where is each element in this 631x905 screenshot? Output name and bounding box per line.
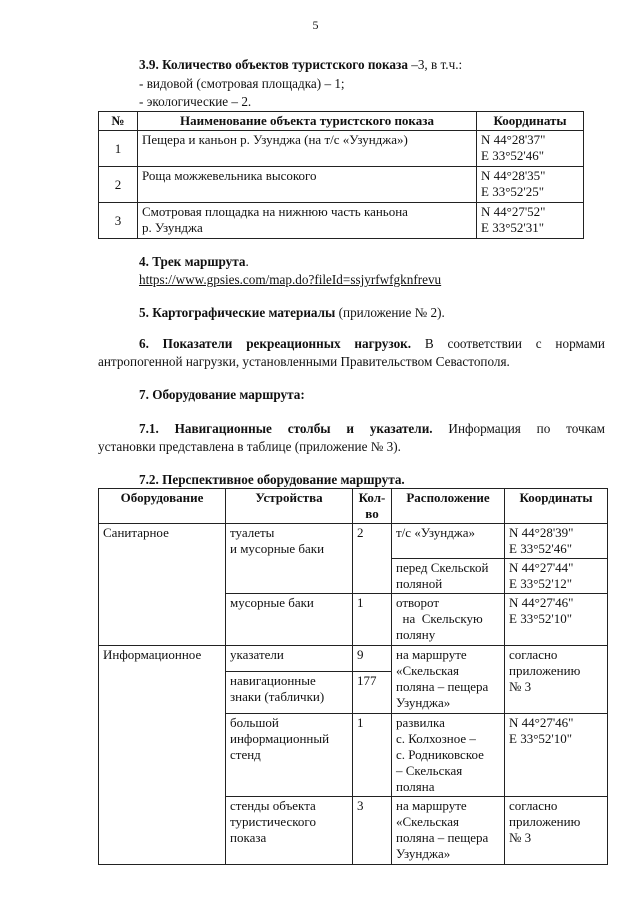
section-4-dot: . xyxy=(245,254,249,269)
equipment-table xyxy=(98,488,608,865)
section-3-9-title: 3.9. Количество объектов туристского показа xyxy=(139,57,408,72)
group-info: Информационное xyxy=(99,646,226,865)
section-6-line2: антропогенной нагрузки, установленными Правительством Севастополя. xyxy=(98,354,510,369)
equip-col-equipment: Оборудование xyxy=(99,489,226,524)
track-url-link[interactable]: https://www.gpsies.com/map.do?fileId=ssjyrfwfgknfrevu xyxy=(139,272,442,287)
coords-cell: согласно приложению № 3 xyxy=(505,646,608,714)
object-name-line2: р. Узунджа xyxy=(142,220,203,235)
coords-cell: N 44°27'46" E 33°52'10" xyxy=(505,714,608,797)
objects-col-coords: Координаты xyxy=(477,112,584,131)
device-cell: стенды объекта туристического показа xyxy=(226,797,353,865)
section-7-title: 7. Оборудование маршрута: xyxy=(139,387,305,402)
table-row xyxy=(99,524,608,559)
object-name: Пещера и каньон р. Узунджа (на т/с «Узунджа») xyxy=(138,131,477,167)
latitude: N 44°28'37" xyxy=(481,132,546,147)
longitude: E 33°52'46" xyxy=(481,148,545,163)
table-row xyxy=(99,646,608,672)
section-5-rest: (приложение № 2). xyxy=(335,305,445,320)
section-6-title: 6. Показатели рекреационных нагрузок. xyxy=(139,336,412,351)
device-cell: большой информационный стенд xyxy=(226,714,353,797)
location-cell: развилка с. Колхозное – с. Родниковское – Скельская поляна xyxy=(392,714,505,797)
longitude: E 33°52'25" xyxy=(481,184,545,199)
table-row xyxy=(99,203,584,239)
row-number: 3 xyxy=(99,203,138,239)
section-3-9-line2: - экологические – 2. xyxy=(139,94,252,109)
section-6-line1 xyxy=(139,336,605,352)
location-cell: на маршруте «Скельская поляна – пещера Узунджа» xyxy=(392,646,505,714)
location-cell: перед Скельской поляной xyxy=(392,559,505,594)
section-3-9-title-rest: –3, в т.ч.: xyxy=(407,57,463,72)
objects-col-number: № xyxy=(99,112,138,131)
qty-cell: 1 xyxy=(353,594,392,646)
section-7-1-rest: Информация по точкам xyxy=(432,421,605,436)
object-coords xyxy=(477,203,584,239)
section-3-9-line1: - видовой (смотровая площадка) – 1; xyxy=(139,76,345,91)
section-7-1-line1 xyxy=(139,421,605,437)
section-7-1-line2: установки представлена в таблице (приложение № 3). xyxy=(98,439,401,454)
section-6-rest: В соответствии с нормами xyxy=(411,336,605,351)
page-number: 5 xyxy=(312,18,319,32)
objects-table-header-row xyxy=(99,112,584,131)
qty-cell: 1 xyxy=(353,714,392,797)
table-row xyxy=(99,131,584,167)
table-row xyxy=(99,167,584,203)
latitude: N 44°27'52" xyxy=(481,204,546,219)
longitude: E 33°52'31" xyxy=(481,220,545,235)
device-cell: указатели xyxy=(226,646,353,672)
section-4-url-line xyxy=(139,272,441,288)
section-7-1-title: 7.1. Навигационные столбы и указатели. xyxy=(139,421,433,436)
coords-cell: согласно приложению № 3 xyxy=(505,797,608,865)
equip-col-devices: Устройства xyxy=(226,489,353,524)
qty-cell: 2 xyxy=(353,524,392,594)
row-number: 1 xyxy=(99,131,138,167)
group-sanitary: Санитарное xyxy=(99,524,226,646)
equipment-table-header-row xyxy=(99,489,608,524)
equip-col-qty: Кол-во xyxy=(353,489,392,524)
objects-col-name: Наименование объекта туристского показа xyxy=(138,112,477,131)
row-number: 2 xyxy=(99,167,138,203)
objects-table xyxy=(98,111,584,239)
section-3-9-heading xyxy=(139,57,462,73)
qty-cell: 177 xyxy=(353,672,392,714)
coords-cell: N 44°28'39" E 33°52'46" xyxy=(505,524,608,559)
device-cell: туалеты и мусорные баки xyxy=(226,524,353,594)
section-5-line xyxy=(139,305,445,321)
section-7-2-title: 7.2. Перспективное оборудование маршрута. xyxy=(139,472,405,487)
object-coords xyxy=(477,131,584,167)
latitude: N 44°28'35" xyxy=(481,168,546,183)
section-5-title: 5. Картографические материалы xyxy=(139,305,336,320)
section-4-heading xyxy=(139,254,249,270)
equip-col-coords: Координаты xyxy=(505,489,608,524)
object-name: Роща можжевельника высокого xyxy=(138,167,477,203)
coords-cell: N 44°27'46" E 33°52'10" xyxy=(505,594,608,646)
qty-cell: 9 xyxy=(353,646,392,672)
location-cell: отворот на Скельскую поляну xyxy=(392,594,505,646)
location-cell: т/с «Узунджа» xyxy=(392,524,505,559)
object-coords xyxy=(477,167,584,203)
object-name-line1: Смотровая площадка на нижнюю часть каньона xyxy=(142,204,408,219)
object-name xyxy=(138,203,477,239)
device-cell: мусорные баки xyxy=(226,594,353,646)
coords-cell: N 44°27'44" E 33°52'12" xyxy=(505,559,608,594)
section-4-title: 4. Трек маршрута xyxy=(139,254,246,269)
device-cell: навигационные знаки (таблички) xyxy=(226,672,353,714)
location-cell: на маршруте «Скельская поляна – пещера Узунджа» xyxy=(392,797,505,865)
qty-cell: 3 xyxy=(353,797,392,865)
equip-col-location: Расположение xyxy=(392,489,505,524)
